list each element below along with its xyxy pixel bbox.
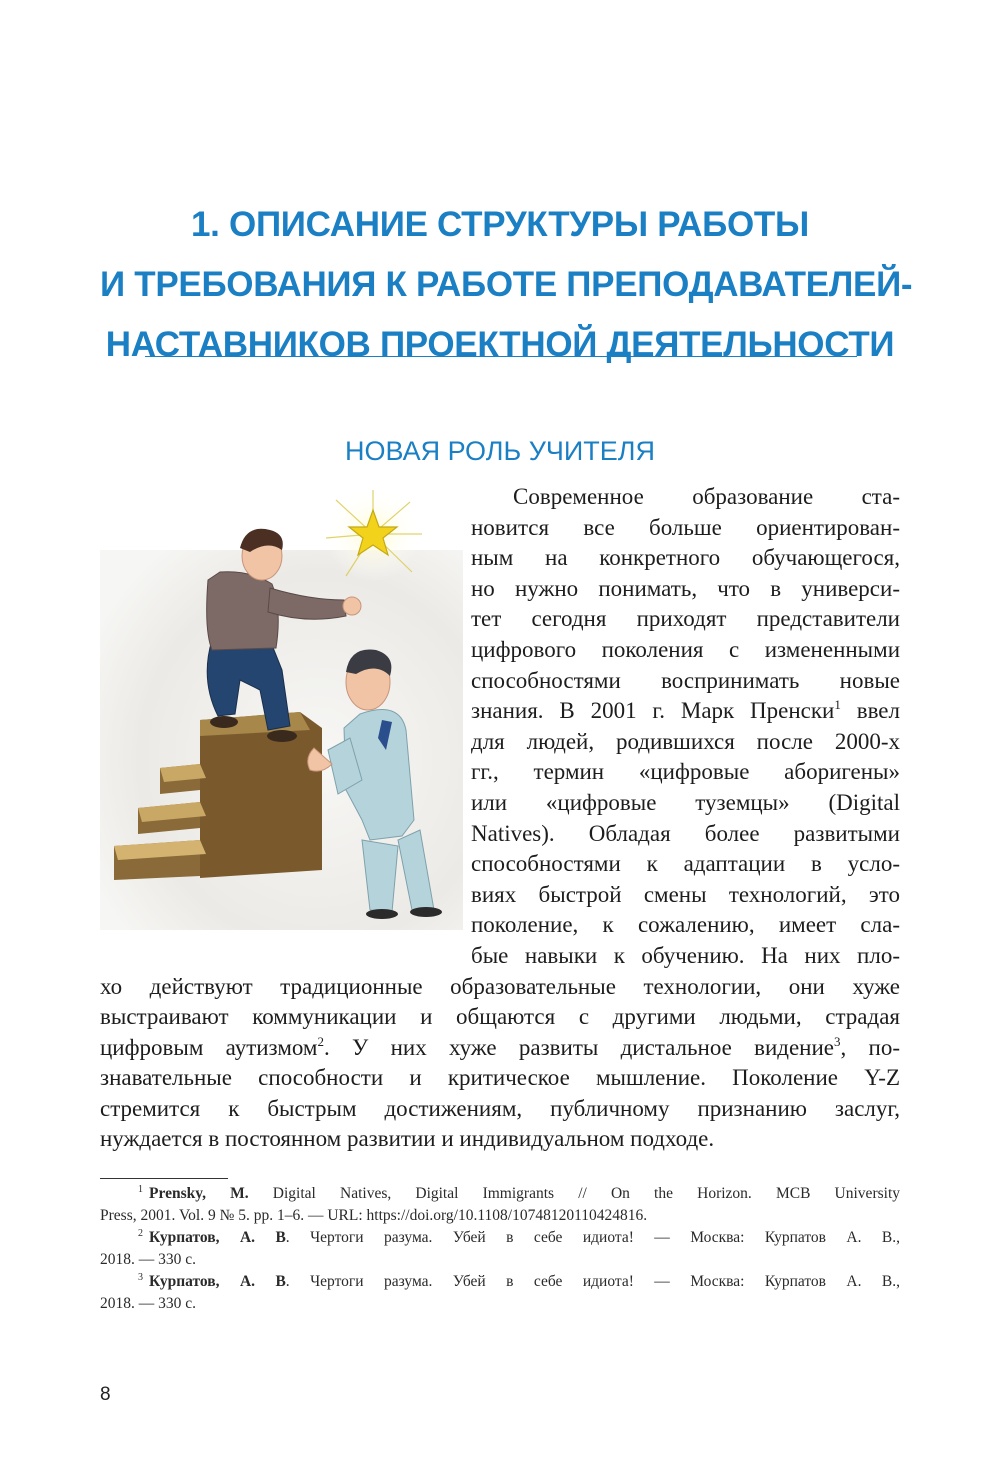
text-line: нуждается в постоянном развитии и индивидуальном подходе.: [100, 1126, 715, 1152]
footnote-line: 2018. — 330 с.: [100, 1251, 197, 1268]
footnote-line: [100, 1271, 900, 1293]
text-line: новится все больше ориентирован-: [471, 514, 900, 540]
footnote-ref-2[interactable]: 2: [317, 1033, 324, 1049]
text-line: стремится к быстрым достижениям, публичному признанию заслуг,: [100, 1095, 900, 1121]
text-line: способностями к адаптации в усло-: [471, 851, 900, 877]
footnote-marker: 2: [138, 1228, 143, 1239]
section-title: НОВАЯ РОЛЬ УЧИТЕЛЯ: [345, 436, 655, 466]
chapter-title-line: НАСТАВНИКОВ ПРОЕКТНОЙ ДЕЯТЕЛЬНОСТИ: [105, 325, 895, 364]
text-line: виях быстрой смены технологий, это: [471, 881, 900, 907]
text-line: или «цифровые туземцы» (Digital: [471, 789, 900, 815]
footnote-divider: [100, 1178, 228, 1179]
body-paragraph: [100, 482, 900, 1155]
footnote-ref-1[interactable]: 1: [834, 697, 841, 713]
text-line: тет сегодня приходят представители: [471, 606, 900, 632]
text-line: поколение, к сожалению, имеет сла-: [471, 912, 900, 938]
footnote-line: [100, 1227, 900, 1249]
footnote-line: 2018. — 330 с.: [100, 1295, 197, 1312]
text-segment: цифровым аутизмом: [100, 1034, 318, 1060]
text-line: знавательные способности и критическое мышление. Поколение Y-Z: [100, 1065, 900, 1091]
footnote-text: Digital Natives, Digital Immigrants // On the Horizon. MCB University: [248, 1185, 900, 1202]
footnote-line: Press, 2001. Vol. 9 № 5. pp. 1–6. — URL: https://doi.org/10.1108/10748120110424816.: [100, 1207, 648, 1224]
text-line: Natives). Обладая более развитыми: [471, 820, 900, 846]
text-line: способностями воспринимать новые: [471, 667, 900, 693]
footnote-author: Курпатов, А. В: [149, 1273, 286, 1290]
text-line: для людей, родившихся после 2000-х: [471, 728, 900, 754]
footnote-text: . Чертоги разума. Убей в себе идиота! — Москва: Курпатов А. В.,: [285, 1229, 900, 1246]
text-line: бые навыки к обучению. На них пло-: [471, 942, 900, 968]
footnote-2: [100, 1227, 900, 1271]
chapter-title-line: 1. ОПИСАНИЕ СТРУКТУРЫ РАБОТЫ: [191, 205, 809, 244]
page-number: 8: [100, 1384, 111, 1405]
text-segment: , по-: [840, 1034, 900, 1060]
title-divider: [145, 356, 857, 357]
text-segment: знания. В 2001 г. Марк Пренски: [471, 698, 835, 724]
text-line: выстраивают коммуникации и общаются с другими людьми, страдая: [100, 1004, 900, 1030]
text-line: цифрового поколения с измененными: [471, 636, 900, 662]
footnote-text: . Чертоги разума. Убей в себе идиота! — Москва: Курпатов А. В.,: [285, 1273, 900, 1290]
text-line: но нужно понимать, что в универси-: [471, 575, 900, 601]
footnote-author: Prensky, M.: [149, 1185, 249, 1202]
footnote-3: [100, 1271, 900, 1315]
footnote-1: [100, 1183, 900, 1227]
footnote-marker: 1: [138, 1184, 143, 1195]
text-line: хо действуют традиционные образовательные технологии, они хуже: [100, 973, 900, 999]
footnotes: [100, 1183, 900, 1315]
footnote-line: [100, 1183, 900, 1205]
text-line: ным на конкретного обучающегося,: [471, 545, 900, 571]
footnote-author: Курпатов, А. В: [149, 1229, 286, 1246]
text-line: Современное образование ста-: [513, 484, 900, 509]
text-line: [100, 1033, 900, 1064]
text-line: гг., термин «цифровые аборигены»: [471, 759, 900, 785]
text-segment: . У них хуже развиты дистальное видение: [324, 1034, 834, 1060]
footnote-ref-3[interactable]: 3: [834, 1033, 841, 1049]
text-line: [471, 696, 900, 727]
chapter-title-line: И ТРЕБОВАНИЯ К РАБОТЕ ПРЕПОДАВАТЕЛЕЙ-: [100, 265, 913, 304]
footnote-marker: 3: [138, 1272, 143, 1283]
text-segment: ввел: [840, 698, 900, 724]
chapter-title: [100, 195, 913, 375]
